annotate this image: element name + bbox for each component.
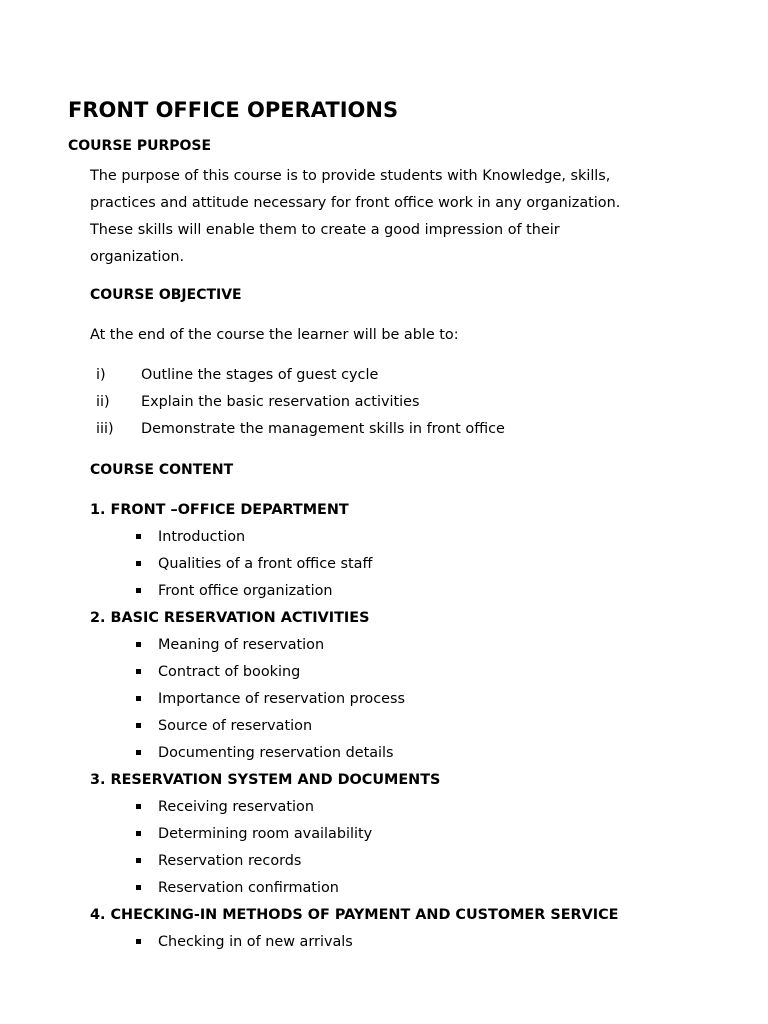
topic-text: Receiving reservation: [158, 799, 314, 815]
topic-text: Importance of reservation process: [158, 691, 405, 707]
square-bullet-icon: [136, 588, 141, 593]
topic-item: [90, 797, 750, 824]
topic-item: [90, 851, 750, 878]
objective-number: ii): [96, 394, 110, 410]
purpose-line: The purpose of this course is to provide students with Knowledge, skills,: [90, 168, 611, 184]
purpose-line: These skills will enable them to create a good impression of their: [90, 222, 560, 238]
square-bullet-icon: [136, 723, 141, 728]
topic-text: Contract of booking: [158, 664, 301, 680]
square-bullet-icon: [136, 858, 141, 863]
square-bullet-icon: [136, 642, 141, 647]
document-title: FRONT OFFICE OPERATIONS: [68, 98, 399, 122]
topic-text: Checking in of new arrivals: [158, 934, 353, 950]
topic-text: Front office organization: [158, 583, 333, 599]
topic-text: Source of reservation: [158, 718, 313, 734]
course-objective-heading: COURSE OBJECTIVE: [90, 287, 242, 303]
topic-text: Meaning of reservation: [158, 637, 325, 653]
topic-item: [90, 716, 750, 743]
course-purpose-paragraph: [90, 163, 620, 271]
objective-text: Outline the stages of guest cycle: [141, 367, 379, 383]
objective-text: Explain the basic reservation activities: [141, 394, 420, 410]
topic-text: Introduction: [158, 529, 246, 545]
square-bullet-icon: [136, 669, 141, 674]
objective-intro: At the end of the course the learner will be able to:: [90, 327, 459, 343]
square-bullet-icon: [136, 750, 141, 755]
topic-item: [90, 662, 750, 689]
topic-item: [90, 932, 750, 959]
topic-item: [90, 824, 750, 851]
objective-number: iii): [96, 421, 114, 437]
square-bullet-icon: [136, 534, 141, 539]
square-bullet-icon: [136, 696, 141, 701]
square-bullet-icon: [136, 939, 141, 944]
topic-text: Reservation records: [158, 853, 302, 869]
topic-item: [90, 689, 750, 716]
purpose-line: practices and attitude necessary for front office work in any organization.: [90, 195, 621, 211]
topic-item: [90, 878, 750, 905]
purpose-line: organization.: [90, 249, 185, 265]
square-bullet-icon: [136, 831, 141, 836]
course-purpose-heading: COURSE PURPOSE: [68, 138, 212, 154]
topic-text: Documenting reservation details: [158, 745, 394, 761]
topic-text: Reservation confirmation: [158, 880, 339, 896]
objective-text: Demonstrate the management skills in front office: [141, 421, 505, 437]
topic-item: [90, 581, 750, 608]
objective-number: i): [96, 367, 106, 383]
square-bullet-icon: [136, 561, 141, 566]
topic-item: [90, 743, 750, 770]
topic-item: [90, 554, 750, 581]
square-bullet-icon: [136, 804, 141, 809]
module-list: [90, 500, 750, 959]
square-bullet-icon: [136, 885, 141, 890]
course-content-heading: COURSE CONTENT: [90, 462, 234, 478]
topic-text: Qualities of a front office staff: [158, 556, 373, 572]
topic-item: [90, 635, 750, 662]
topic-item: [90, 527, 750, 554]
module-title: 4. CHECKING-IN METHODS OF PAYMENT AND CUSTOMER SERVICE: [90, 907, 619, 923]
topic-text: Determining room availability: [158, 826, 373, 842]
module-title: 2. BASIC RESERVATION ACTIVITIES: [90, 610, 370, 626]
module-title: 1. FRONT –OFFICE DEPARTMENT: [90, 502, 349, 518]
module-title: 3. RESERVATION SYSTEM AND DOCUMENTS: [90, 772, 441, 788]
